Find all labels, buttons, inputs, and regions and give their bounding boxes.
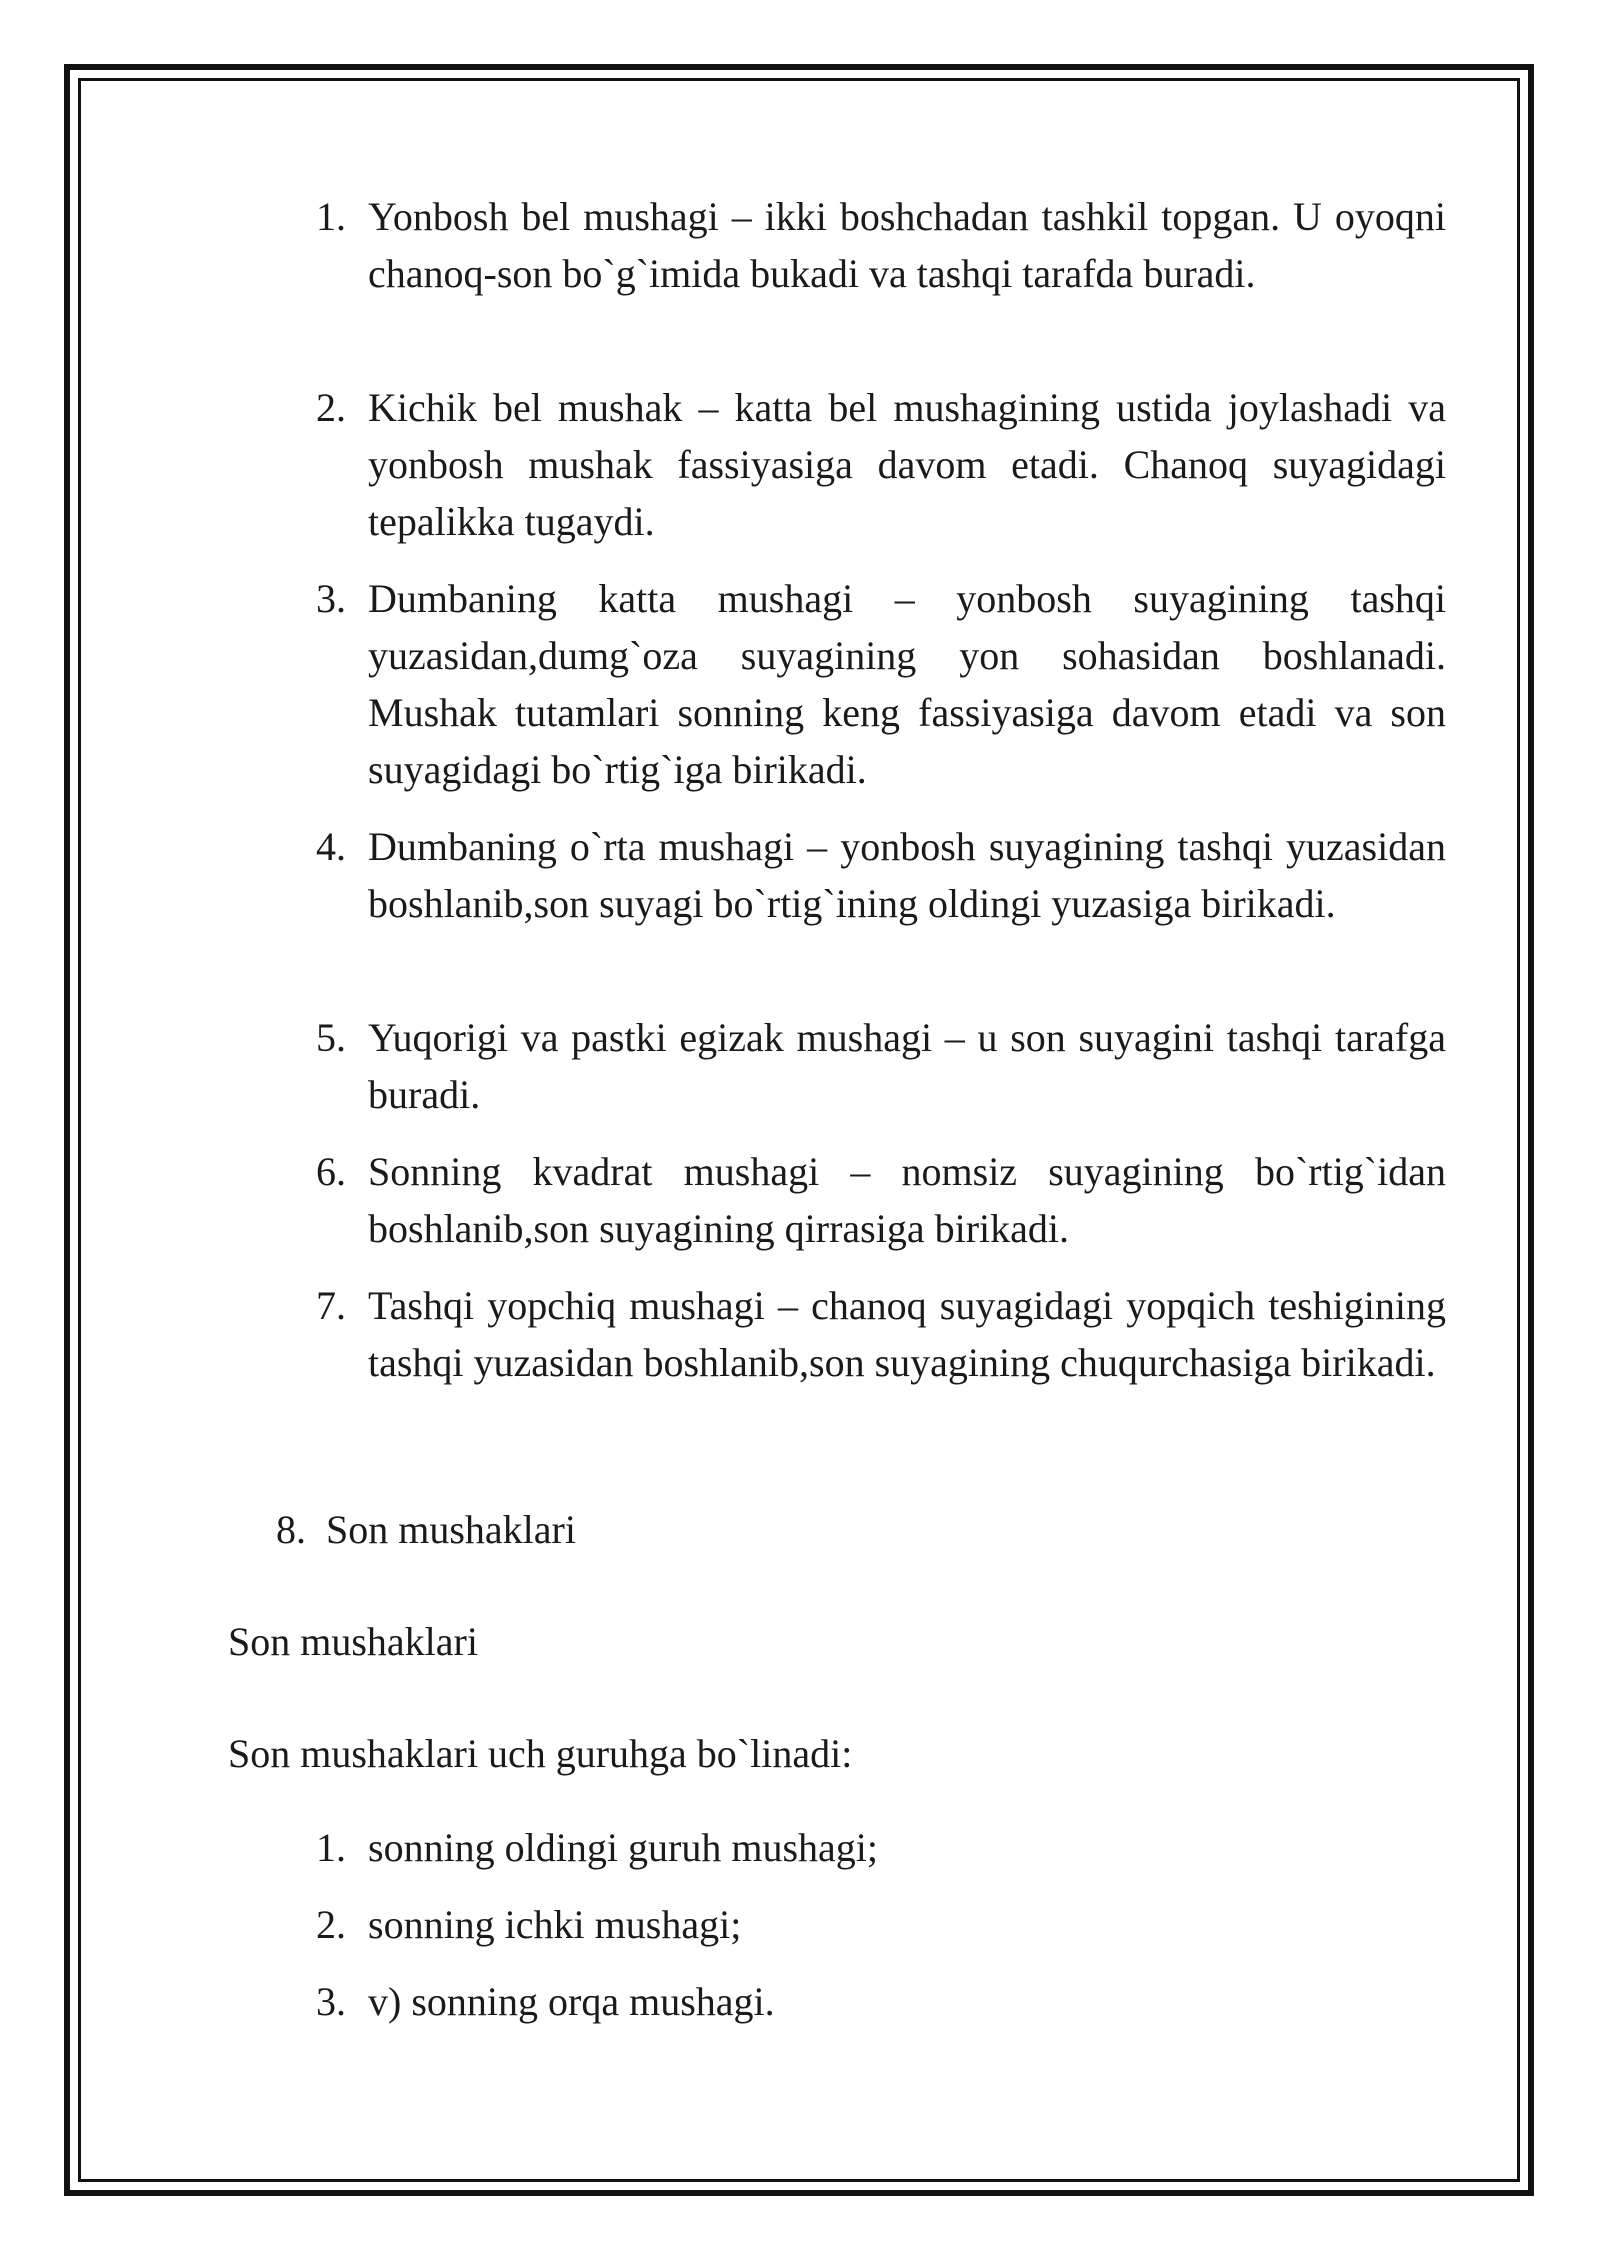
list-text: Tashqi yopchiq mushagi – chanoq suyagidagi yopqich teshigining tashqi yuzasidan boshlanib,son suyagining chuqurchasiga birikadi. [368,1283,1446,1385]
list-text: v) sonning orqa mushagi. [368,1979,775,2024]
list-number: 2. [316,1902,346,1947]
list-text: Yuqorigi va pastki egizak mushagi – u son suyagini tashqi tarafga buradi. [368,1015,1446,1117]
list-text: Kichik bel mushak – katta bel mushagining ustida joylashadi va yonbosh mushak fassiyasiga davom etadi. Chanoq suyagidagi tepalikka tugaydi. [368,385,1446,544]
list-text: Sonning kvadrat mushagi – nomsiz suyagining bo`rtig`idan boshlanib,son suyagining qirrasiga birikadi. [368,1149,1446,1251]
list-number: 1. [316,1825,346,1870]
list-number: 4. [316,824,346,869]
heading: Son mushaklari [228,1619,478,1664]
list-number: 2. [316,385,346,430]
list-text: sonning oldingi guruh mushagi; [368,1825,878,1870]
list-number: 7. [316,1283,346,1328]
list-text: sonning ichki mushagi; [368,1902,742,1947]
list-text: Dumbaning o`rta mushagi – yonbosh suyagining tashqi yuzasidan boshlanib,son suyagi bo`rtig`ining oldingi yuzasiga birikadi. [368,824,1446,926]
list-number: 1. [316,194,346,239]
list-text: Yonbosh bel mushagi – ikki boshchadan tashkil topgan. U oyoqni chanoq-son bo`g`imida bukadi va tashqi tarafda buradi. [368,194,1446,296]
list-number: 3. [316,1979,346,2024]
section-number: 8. [276,1507,306,1552]
section-title: Son mushaklari [326,1507,576,1552]
intro-paragraph: Son mushaklari uch guruhga bo`linadi: [228,1731,853,1776]
list-number: 5. [316,1015,346,1060]
list-number: 3. [316,576,346,621]
list-text: Dumbaning katta mushagi – yonbosh suyagining tashqi yuzasidan,dumg`oza suyagining yon sohasidan boshlanadi. Mushak tutamlari sonning keng fassiyasiga davom etadi va son suyagidagi bo`rtig`iga birikadi. [368,576,1446,792]
list-number: 6. [316,1149,346,1194]
